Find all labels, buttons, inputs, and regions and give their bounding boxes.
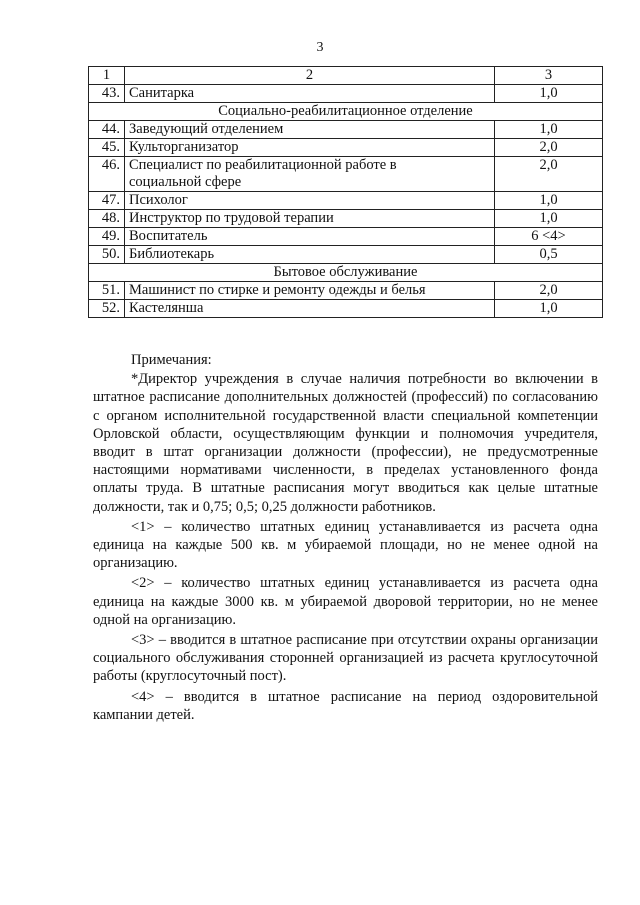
header-col-2: 2 xyxy=(125,67,495,85)
note-paragraph: <4> – вводится в штатное расписание на период оздоровительной кампании детей. xyxy=(93,688,598,723)
table-row xyxy=(89,121,603,139)
position-quantity: 0,5 xyxy=(495,246,603,264)
position-quantity: 6 <4> xyxy=(495,228,603,246)
table-row xyxy=(89,139,603,157)
section-title: Бытовое обслуживание xyxy=(89,264,603,282)
table-row xyxy=(89,210,603,228)
page-number: 3 xyxy=(316,40,324,55)
position-quantity: 1,0 xyxy=(495,85,603,103)
position-quantity: 2,0 xyxy=(495,282,603,300)
section-row xyxy=(89,264,603,282)
position-quantity: 1,0 xyxy=(495,192,603,210)
table-row xyxy=(89,192,603,210)
position-name: Специалист по реабилитационной работе в социальной сфере xyxy=(125,157,495,192)
row-number: 48. xyxy=(89,210,125,228)
header-col-1: 1 xyxy=(89,67,125,85)
row-number: 46. xyxy=(89,157,125,192)
row-number: 44. xyxy=(89,121,125,139)
note-paragraph: <3> – вводится в штатное расписание при отсутствии охраны организации социального обслуживания сторонней организацией из расчета круглосуточной работы (круглосуточный пост). xyxy=(93,632,598,685)
note-paragraph: *Директор учреждения в случае наличия потребности во включении в штатное расписание дополнительных должностей (профессий) по согласованию с органом исполнительной государственной власти специальной компетенции Орловской области, осуществляющим функции и полномочия учредителя, вводит в штат организации должности (профессии), не предусмотренные настоящими нормативами численности, в пределах установленного фонда оплаты труда. В штатные расписания могут вводиться как целые штатные должности, так и 0,75; 0,5; 0,25 должности работников. xyxy=(93,371,598,515)
position-quantity: 2,0 xyxy=(495,139,603,157)
note-paragraph: <1> – количество штатных единиц устанавливается из расчета одна единица на каждые 500 кв. м убираемой площади, но не менее одной на организацию. xyxy=(93,518,598,572)
position-name: Психолог xyxy=(125,192,495,210)
table-header-row xyxy=(89,67,603,85)
position-quantity: 1,0 xyxy=(495,300,603,318)
note-paragraph: <2> – количество штатных единиц устанавливается из расчета одна единица на каждые 3000 кв. м убираемой дворовой территории, но не менее одной на организацию. xyxy=(93,575,598,628)
position-name: Инструктор по трудовой терапии xyxy=(125,210,495,228)
position-name: Библиотекарь xyxy=(125,246,495,264)
position-name: Заведующий отделением xyxy=(125,121,495,139)
position-quantity: 1,0 xyxy=(495,121,603,139)
row-number: 50. xyxy=(89,246,125,264)
position-name: Кастелянша xyxy=(125,300,495,318)
table-row xyxy=(89,85,603,103)
row-number: 52. xyxy=(89,300,125,318)
position-name: Воспитатель xyxy=(125,228,495,246)
staffing-table xyxy=(88,66,603,318)
header-col-3: 3 xyxy=(495,67,603,85)
table-row xyxy=(89,300,603,318)
notes-section xyxy=(93,351,598,724)
table-row xyxy=(89,157,603,192)
section-row xyxy=(89,103,603,121)
row-number: 43. xyxy=(89,85,125,103)
row-number: 51. xyxy=(89,282,125,300)
row-number: 45. xyxy=(89,139,125,157)
table-row xyxy=(89,282,603,300)
section-title: Социально-реабилитационное отделение xyxy=(89,103,603,121)
position-quantity: 1,0 xyxy=(495,210,603,228)
position-name: Машинист по стирке и ремонту одежды и белья xyxy=(125,282,495,300)
position-quantity: 2,0 xyxy=(495,157,603,192)
row-number: 47. xyxy=(89,192,125,210)
row-number: 49. xyxy=(89,228,125,246)
position-name: Культорганизатор xyxy=(125,139,495,157)
notes-title: Примечания: xyxy=(131,352,212,368)
table-row xyxy=(89,246,603,264)
position-name: Санитарка xyxy=(125,85,495,103)
table-row xyxy=(89,228,603,246)
